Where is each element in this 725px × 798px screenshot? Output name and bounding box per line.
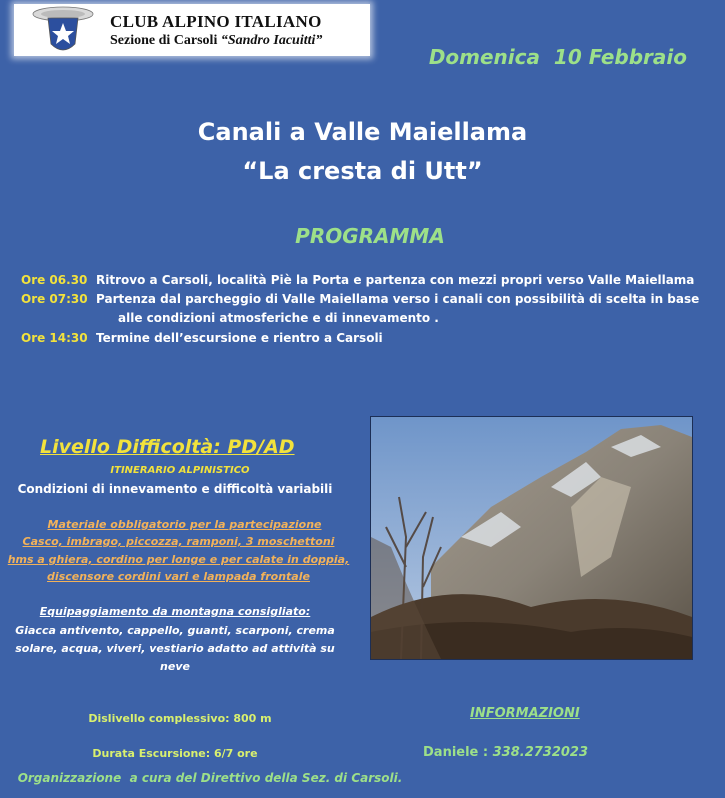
program-heading: PROGRAMMA [295,224,445,248]
event-date: Domenica 10 Febbraio [428,45,687,69]
program-time: Ore 06.30 [21,273,88,287]
contact-name: Daniele : [423,745,493,760]
recommended-equipment-line: Giacca antivento, cappello, guanti, scarponi, crema [15,624,335,637]
event-title: Canali a Valle Maiellama [197,118,528,146]
recommended-equipment-heading: Equipaggiamento da montagna consigliato: [39,605,311,618]
organizer-note: Organizzazione a cura del Direttivo della Sez. di Carsoli. [17,771,403,785]
section-dedication: “Sandro Iacuitti” [220,33,323,48]
club-logo-header [14,4,370,56]
cai-star-emblem-icon [28,4,98,56]
contact-phone: 338.2732023 [492,745,589,760]
info-heading: INFORMAZIONI [470,706,580,721]
program-text-continued: alle condizioni atmosferiche e di innevamento . [118,311,439,325]
event-subtitle: “La cresta di Utt” [242,157,483,185]
program-text: Termine dell’escursione e rientro a Carsoli [96,331,383,345]
recommended-equipment-line: solare, acqua, viveri, vestiario adatto ad attività su [15,642,335,655]
trip-duration: Durata Escursione: 6/7 ore [92,747,258,760]
program-time: Ore 07:30 [21,292,88,306]
program-text: Ritrovo a Carsoli, località Piè la Porta e partenza con mezzi propri verso Valle Maiellama [96,273,695,287]
mandatory-equipment-line: discensore cordini vari e lampada frontale [47,570,310,583]
program-time: Ore 14:30 [21,331,88,345]
program-text: Partenza dal parcheggio di Valle Maiellama verso i canali con possibilità di scelta in base [96,292,700,306]
mandatory-equipment-heading: Materiale obbligatorio per la partecipazione [47,518,322,531]
section-prefix: Sezione di Carsoli [110,33,218,48]
route-type: ITINERARIO ALPINISTICO [110,465,250,476]
difficulty-level: Livello Difficoltà: PD/AD [40,436,295,458]
mountain-illustration [371,417,692,659]
mandatory-equipment-line: Casco, imbrago, piccozza, ramponi, 3 moschettoni [22,535,335,548]
contact-info [423,745,588,760]
section-name [110,33,322,49]
recommended-equipment-line: neve [160,660,190,673]
mountain-photo [370,416,693,660]
club-name: CLUB ALPINO ITALIANO [110,12,322,31]
conditions-note: Condizioni di innevamento e difficoltà variabili [17,482,333,496]
elevation-gain: Dislivello complessivo: 800 m [88,712,272,725]
mandatory-equipment-line: hms a ghiera, cordino per longe e per calate in doppia, [7,553,350,566]
